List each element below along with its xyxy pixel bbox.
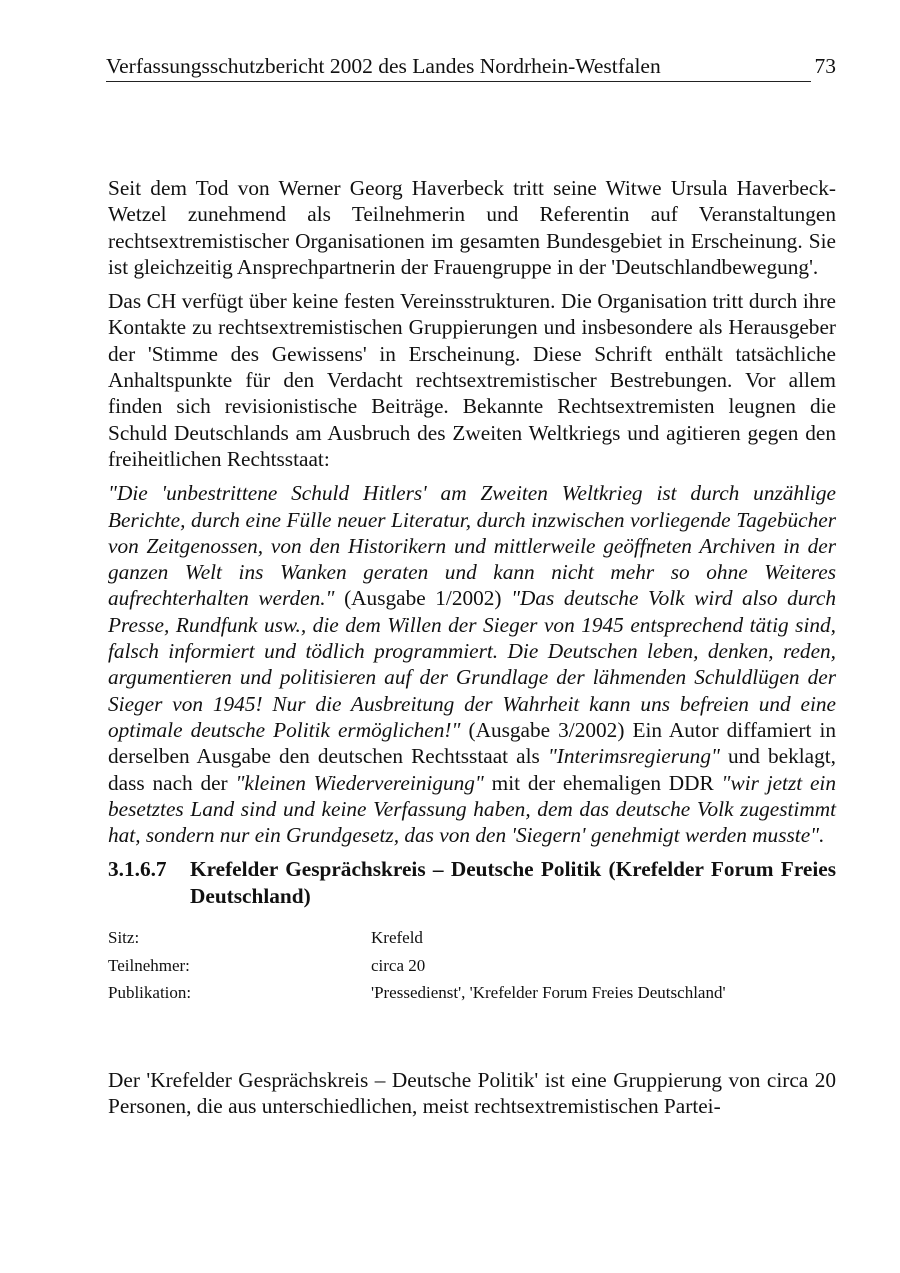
running-header [106, 52, 836, 84]
header-rule [106, 81, 811, 82]
section-title: Krefelder Gesprächskreis – Deutsche Politik (Krefelder Forum Freies Deutschland) [190, 857, 836, 909]
quote-3: "Interimsregierung" [547, 744, 720, 769]
meta-value: circa 20 [371, 955, 426, 975]
quote-1: "Die 'unbestrittene Schuld Hitlers' am Zweiten Weltkrieg ist durch unzählige Berichte, durch eine Fülle neuer Literatur, durch inzwischen vorliegende Tagebücher von Zeitgenossen, von den Historikern und mittlerweile geöffneten Archiven in der ganzen Welt ins Wanken geraten und kann nicht mehr so ohne Weiteres aufrechterhalten werden." [108, 481, 836, 611]
meta-row-sitz [108, 924, 836, 952]
meta-value: Krefeld [371, 928, 423, 948]
body-text [108, 175, 836, 1128]
meta-value: 'Pressedienst', 'Krefelder Forum Freies Deutschland' [371, 983, 726, 1003]
header-title: Verfassungsschutzbericht 2002 des Landes Nordrhein-Westfalen [106, 54, 661, 78]
paragraph-krefeld-intro: Der 'Krefelder Gesprächskreis – Deutsche Politik' ist eine Gruppierung von circa 20 Personen, die aus unterschiedlichen, meist rechtsextremistischen Partei- [108, 1067, 836, 1119]
meta-row-publikation [108, 979, 836, 1007]
text-4: mit der ehemaligen DDR [483, 770, 722, 795]
quote-2: "Das deutsche Volk wird also durch Presse, Rundfunk usw., die dem Willen der Sieger von 1945 entsprechend tätig sind, falsch informiert und tödlich programmiert. Die Deutschen leben, denken, reden, argumentieren und politisieren auf der Grundlage der lähmenden Schuldlügen der Sieger von 1945! Nur die Ausbreitung der Wahrheit kann uns befreien und eine optimale deutsche Politik ermöglichen!" [108, 586, 836, 742]
text-3: und beklagt, dass nach der [108, 744, 836, 795]
section-heading [108, 856, 836, 910]
source-2: (Ausgabe 3/2002) Ein Autor diffamiert in derselben Ausgabe den deutschen Rechtsstaat als [108, 717, 837, 769]
quote-5: "wir jetzt ein besetztes Land sind und keine Verfassung haben, dem das deutsche Volk zugestimmt hat, sondern nur ein Grundgesetz, das von den 'Siegern' genehmigt werden musste". [108, 770, 836, 848]
paragraph-ch-structure: Das CH verfügt über keine festen Vereinsstrukturen. Die Organisation tritt durch ihre Kontakte zu rechtsextremistischen Gruppierungen und insbesondere als Herausgeber der 'Stimme des Gewissens' in Erscheinung. Diese Schrift enthält tatsächliche Anhaltspunkte für den Verdacht rechtsextremistischer Bestrebungen. Vor allem finden sich revisionistische Beiträge. Bekannte Rechtsextremisten leugnen die Schuld Deutschlands am Ausbruch des Zweiten Weltkriegs und agitieren gegen den freiheitlichen Rechtsstaat: [108, 289, 836, 471]
meta-row-teilnehmer [108, 952, 836, 980]
section-number: 3.1.6.7 [108, 857, 167, 882]
quote-4: "kleinen Wiedervereinigung" [235, 770, 484, 795]
meta-label: Teilnehmer: [108, 955, 190, 975]
meta-label: Sitz: [108, 928, 140, 948]
page-number: 73 [814, 54, 836, 78]
organisation-facts [108, 924, 836, 1007]
meta-label: Publikation: [108, 983, 192, 1003]
source-1: (Ausgabe 1/2002) [334, 586, 512, 611]
paragraph-haverbeck: Seit dem Tod von Werner Georg Haverbeck tritt seine Witwe Ursula Haverbeck-Wetzel zunehmend als Teilnehmerin und Referentin auf Veranstaltungen rechtsextremistischer Organisationen im gesamten Bundesgebiet in Erscheinung. Sie ist gleichzeitig Ansprechpartnerin der Frauengruppe in der 'Deutschlandbewegung'. [108, 176, 836, 279]
quotation-paragraph [108, 480, 836, 848]
